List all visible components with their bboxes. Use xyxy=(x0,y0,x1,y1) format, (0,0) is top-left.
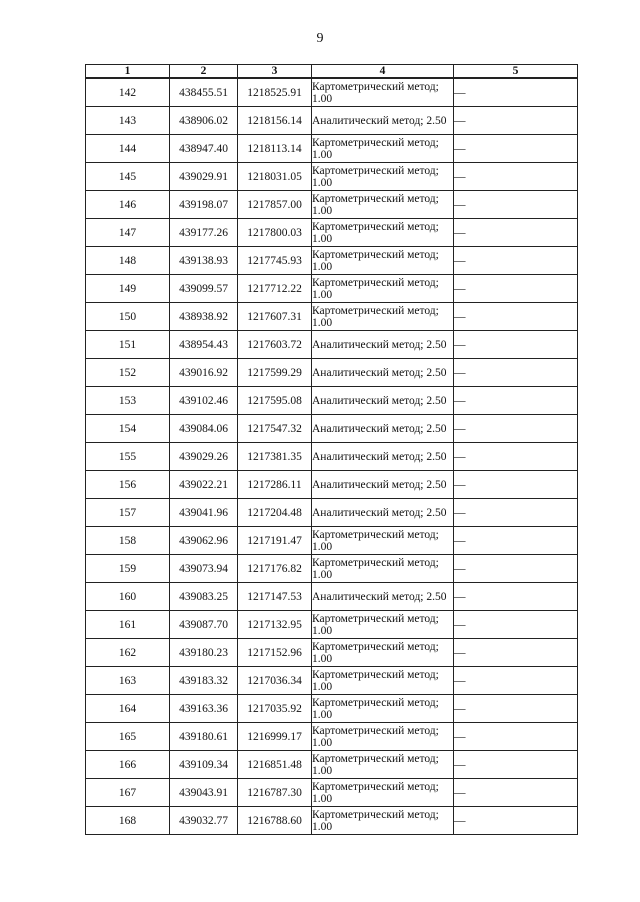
point-number-cell: 148 xyxy=(86,247,170,275)
table-row xyxy=(86,751,578,779)
header-col-5: 5 xyxy=(454,65,578,79)
table-row xyxy=(86,555,578,583)
y-coordinate-cell: 1217607.31 xyxy=(238,303,312,331)
table-row xyxy=(86,639,578,667)
point-number-cell: 160 xyxy=(86,583,170,611)
y-coordinate-cell: 1217599.29 xyxy=(238,359,312,387)
x-coordinate-cell: 439022.21 xyxy=(170,471,238,499)
point-number-cell: 156 xyxy=(86,471,170,499)
point-number-cell: 142 xyxy=(86,78,170,107)
note-cell: — xyxy=(454,78,578,107)
header-col-1: 1 xyxy=(86,65,170,79)
table-row xyxy=(86,499,578,527)
note-cell: — xyxy=(454,611,578,639)
x-coordinate-cell: 439087.70 xyxy=(170,611,238,639)
point-number-cell: 159 xyxy=(86,555,170,583)
point-number-cell: 151 xyxy=(86,331,170,359)
table-row xyxy=(86,807,578,835)
table-row xyxy=(86,135,578,163)
header-col-3: 3 xyxy=(238,65,312,79)
table-row xyxy=(86,247,578,275)
x-coordinate-cell: 438947.40 xyxy=(170,135,238,163)
note-cell: — xyxy=(454,275,578,303)
table-row xyxy=(86,471,578,499)
note-cell: — xyxy=(454,751,578,779)
table-body xyxy=(86,78,578,835)
note-cell: — xyxy=(454,107,578,135)
method-accuracy-cell: Картометрический метод; 1.00 xyxy=(312,611,454,639)
note-cell: — xyxy=(454,163,578,191)
y-coordinate-cell: 1216788.60 xyxy=(238,807,312,835)
x-coordinate-cell: 439102.46 xyxy=(170,387,238,415)
table-row xyxy=(86,163,578,191)
x-coordinate-cell: 438906.02 xyxy=(170,107,238,135)
method-accuracy-cell: Аналитический метод; 2.50 xyxy=(312,415,454,443)
note-cell: — xyxy=(454,415,578,443)
table-row xyxy=(86,359,578,387)
x-coordinate-cell: 438954.43 xyxy=(170,331,238,359)
method-accuracy-cell: Аналитический метод; 2.50 xyxy=(312,331,454,359)
y-coordinate-cell: 1217745.93 xyxy=(238,247,312,275)
y-coordinate-cell: 1217595.08 xyxy=(238,387,312,415)
table-row xyxy=(86,387,578,415)
y-coordinate-cell: 1217381.35 xyxy=(238,443,312,471)
header-row xyxy=(86,65,578,79)
y-coordinate-cell: 1217035.92 xyxy=(238,695,312,723)
x-coordinate-cell: 439183.32 xyxy=(170,667,238,695)
header-col-2: 2 xyxy=(170,65,238,79)
method-accuracy-cell: Картометрический метод; 1.00 xyxy=(312,303,454,331)
method-accuracy-cell: Аналитический метод; 2.50 xyxy=(312,583,454,611)
table-row xyxy=(86,527,578,555)
point-number-cell: 143 xyxy=(86,107,170,135)
note-cell: — xyxy=(454,667,578,695)
x-coordinate-cell: 438938.92 xyxy=(170,303,238,331)
point-number-cell: 144 xyxy=(86,135,170,163)
table-row xyxy=(86,78,578,107)
y-coordinate-cell: 1217712.22 xyxy=(238,275,312,303)
point-number-cell: 163 xyxy=(86,667,170,695)
x-coordinate-cell: 439029.91 xyxy=(170,163,238,191)
note-cell: — xyxy=(454,779,578,807)
point-number-cell: 154 xyxy=(86,415,170,443)
x-coordinate-cell: 439062.96 xyxy=(170,527,238,555)
note-cell: — xyxy=(454,723,578,751)
note-cell: — xyxy=(454,387,578,415)
point-number-cell: 165 xyxy=(86,723,170,751)
method-accuracy-cell: Картометрический метод; 1.00 xyxy=(312,78,454,107)
point-number-cell: 168 xyxy=(86,807,170,835)
y-coordinate-cell: 1216851.48 xyxy=(238,751,312,779)
note-cell: — xyxy=(454,443,578,471)
table-row xyxy=(86,415,578,443)
method-accuracy-cell: Аналитический метод; 2.50 xyxy=(312,359,454,387)
point-number-cell: 158 xyxy=(86,527,170,555)
method-accuracy-cell: Картометрический метод; 1.00 xyxy=(312,135,454,163)
method-accuracy-cell: Аналитический метод; 2.50 xyxy=(312,499,454,527)
note-cell: — xyxy=(454,639,578,667)
x-coordinate-cell: 439180.61 xyxy=(170,723,238,751)
point-number-cell: 153 xyxy=(86,387,170,415)
note-cell: — xyxy=(454,471,578,499)
page-number: 9 xyxy=(316,31,324,46)
table-row xyxy=(86,107,578,135)
note-cell: — xyxy=(454,191,578,219)
y-coordinate-cell: 1217603.72 xyxy=(238,331,312,359)
x-coordinate-cell: 439016.92 xyxy=(170,359,238,387)
x-coordinate-cell: 439029.26 xyxy=(170,443,238,471)
note-cell: — xyxy=(454,219,578,247)
point-number-cell: 155 xyxy=(86,443,170,471)
note-cell: — xyxy=(454,583,578,611)
y-coordinate-cell: 1218113.14 xyxy=(238,135,312,163)
point-number-cell: 157 xyxy=(86,499,170,527)
y-coordinate-cell: 1217132.95 xyxy=(238,611,312,639)
x-coordinate-cell: 439177.26 xyxy=(170,219,238,247)
note-cell: — xyxy=(454,303,578,331)
method-accuracy-cell: Картометрический метод; 1.00 xyxy=(312,639,454,667)
note-cell: — xyxy=(454,695,578,723)
table-row xyxy=(86,583,578,611)
method-accuracy-cell: Аналитический метод; 2.50 xyxy=(312,107,454,135)
point-number-cell: 146 xyxy=(86,191,170,219)
point-number-cell: 166 xyxy=(86,751,170,779)
note-cell: — xyxy=(454,807,578,835)
method-accuracy-cell: Картометрический метод; 1.00 xyxy=(312,163,454,191)
table-row xyxy=(86,723,578,751)
method-accuracy-cell: Аналитический метод; 2.50 xyxy=(312,471,454,499)
note-cell: — xyxy=(454,555,578,583)
y-coordinate-cell: 1217152.96 xyxy=(238,639,312,667)
point-number-cell: 150 xyxy=(86,303,170,331)
x-coordinate-cell: 439138.93 xyxy=(170,247,238,275)
point-number-cell: 164 xyxy=(86,695,170,723)
method-accuracy-cell: Аналитический метод; 2.50 xyxy=(312,443,454,471)
y-coordinate-cell: 1217286.11 xyxy=(238,471,312,499)
y-coordinate-cell: 1218031.05 xyxy=(238,163,312,191)
y-coordinate-cell: 1217176.82 xyxy=(238,555,312,583)
point-number-cell: 152 xyxy=(86,359,170,387)
point-number-cell: 167 xyxy=(86,779,170,807)
method-accuracy-cell: Картометрический метод; 1.00 xyxy=(312,527,454,555)
x-coordinate-cell: 439099.57 xyxy=(170,275,238,303)
x-coordinate-cell: 439073.94 xyxy=(170,555,238,583)
y-coordinate-cell: 1216787.30 xyxy=(238,779,312,807)
table-row xyxy=(86,303,578,331)
point-number-cell: 149 xyxy=(86,275,170,303)
y-coordinate-cell: 1217147.53 xyxy=(238,583,312,611)
method-accuracy-cell: Картометрический метод; 1.00 xyxy=(312,247,454,275)
point-number-cell: 161 xyxy=(86,611,170,639)
x-coordinate-cell: 439084.06 xyxy=(170,415,238,443)
method-accuracy-cell: Картометрический метод; 1.00 xyxy=(312,555,454,583)
x-coordinate-cell: 438455.51 xyxy=(170,78,238,107)
table-header xyxy=(86,65,578,79)
x-coordinate-cell: 439083.25 xyxy=(170,583,238,611)
method-accuracy-cell: Картометрический метод; 1.00 xyxy=(312,807,454,835)
method-accuracy-cell: Картометрический метод; 1.00 xyxy=(312,695,454,723)
x-coordinate-cell: 439032.77 xyxy=(170,807,238,835)
note-cell: — xyxy=(454,135,578,163)
header-col-4: 4 xyxy=(312,65,454,79)
point-number-cell: 147 xyxy=(86,219,170,247)
method-accuracy-cell: Картометрический метод; 1.00 xyxy=(312,779,454,807)
method-accuracy-cell: Картометрический метод; 1.00 xyxy=(312,191,454,219)
table-row xyxy=(86,331,578,359)
table-row xyxy=(86,275,578,303)
note-cell: — xyxy=(454,247,578,275)
point-number-cell: 145 xyxy=(86,163,170,191)
table-row xyxy=(86,191,578,219)
table-row xyxy=(86,219,578,247)
method-accuracy-cell: Картометрический метод; 1.00 xyxy=(312,275,454,303)
table-row xyxy=(86,443,578,471)
note-cell: — xyxy=(454,527,578,555)
x-coordinate-cell: 439109.34 xyxy=(170,751,238,779)
point-number-cell: 162 xyxy=(86,639,170,667)
x-coordinate-cell: 439180.23 xyxy=(170,639,238,667)
y-coordinate-cell: 1218525.91 xyxy=(238,78,312,107)
note-cell: — xyxy=(454,359,578,387)
x-coordinate-cell: 439041.96 xyxy=(170,499,238,527)
note-cell: — xyxy=(454,331,578,359)
method-accuracy-cell: Картометрический метод; 1.00 xyxy=(312,219,454,247)
coordinates-table xyxy=(85,64,578,835)
method-accuracy-cell: Картометрический метод; 1.00 xyxy=(312,751,454,779)
x-coordinate-cell: 439163.36 xyxy=(170,695,238,723)
y-coordinate-cell: 1217036.34 xyxy=(238,667,312,695)
table-row xyxy=(86,695,578,723)
y-coordinate-cell: 1217191.47 xyxy=(238,527,312,555)
table-row xyxy=(86,667,578,695)
table-row xyxy=(86,779,578,807)
y-coordinate-cell: 1217800.03 xyxy=(238,219,312,247)
x-coordinate-cell: 439043.91 xyxy=(170,779,238,807)
y-coordinate-cell: 1217204.48 xyxy=(238,499,312,527)
x-coordinate-cell: 439198.07 xyxy=(170,191,238,219)
method-accuracy-cell: Аналитический метод; 2.50 xyxy=(312,387,454,415)
method-accuracy-cell: Картометрический метод; 1.00 xyxy=(312,723,454,751)
note-cell: — xyxy=(454,499,578,527)
method-accuracy-cell: Картометрический метод; 1.00 xyxy=(312,667,454,695)
y-coordinate-cell: 1217857.00 xyxy=(238,191,312,219)
y-coordinate-cell: 1218156.14 xyxy=(238,107,312,135)
y-coordinate-cell: 1216999.17 xyxy=(238,723,312,751)
y-coordinate-cell: 1217547.32 xyxy=(238,415,312,443)
table-row xyxy=(86,611,578,639)
